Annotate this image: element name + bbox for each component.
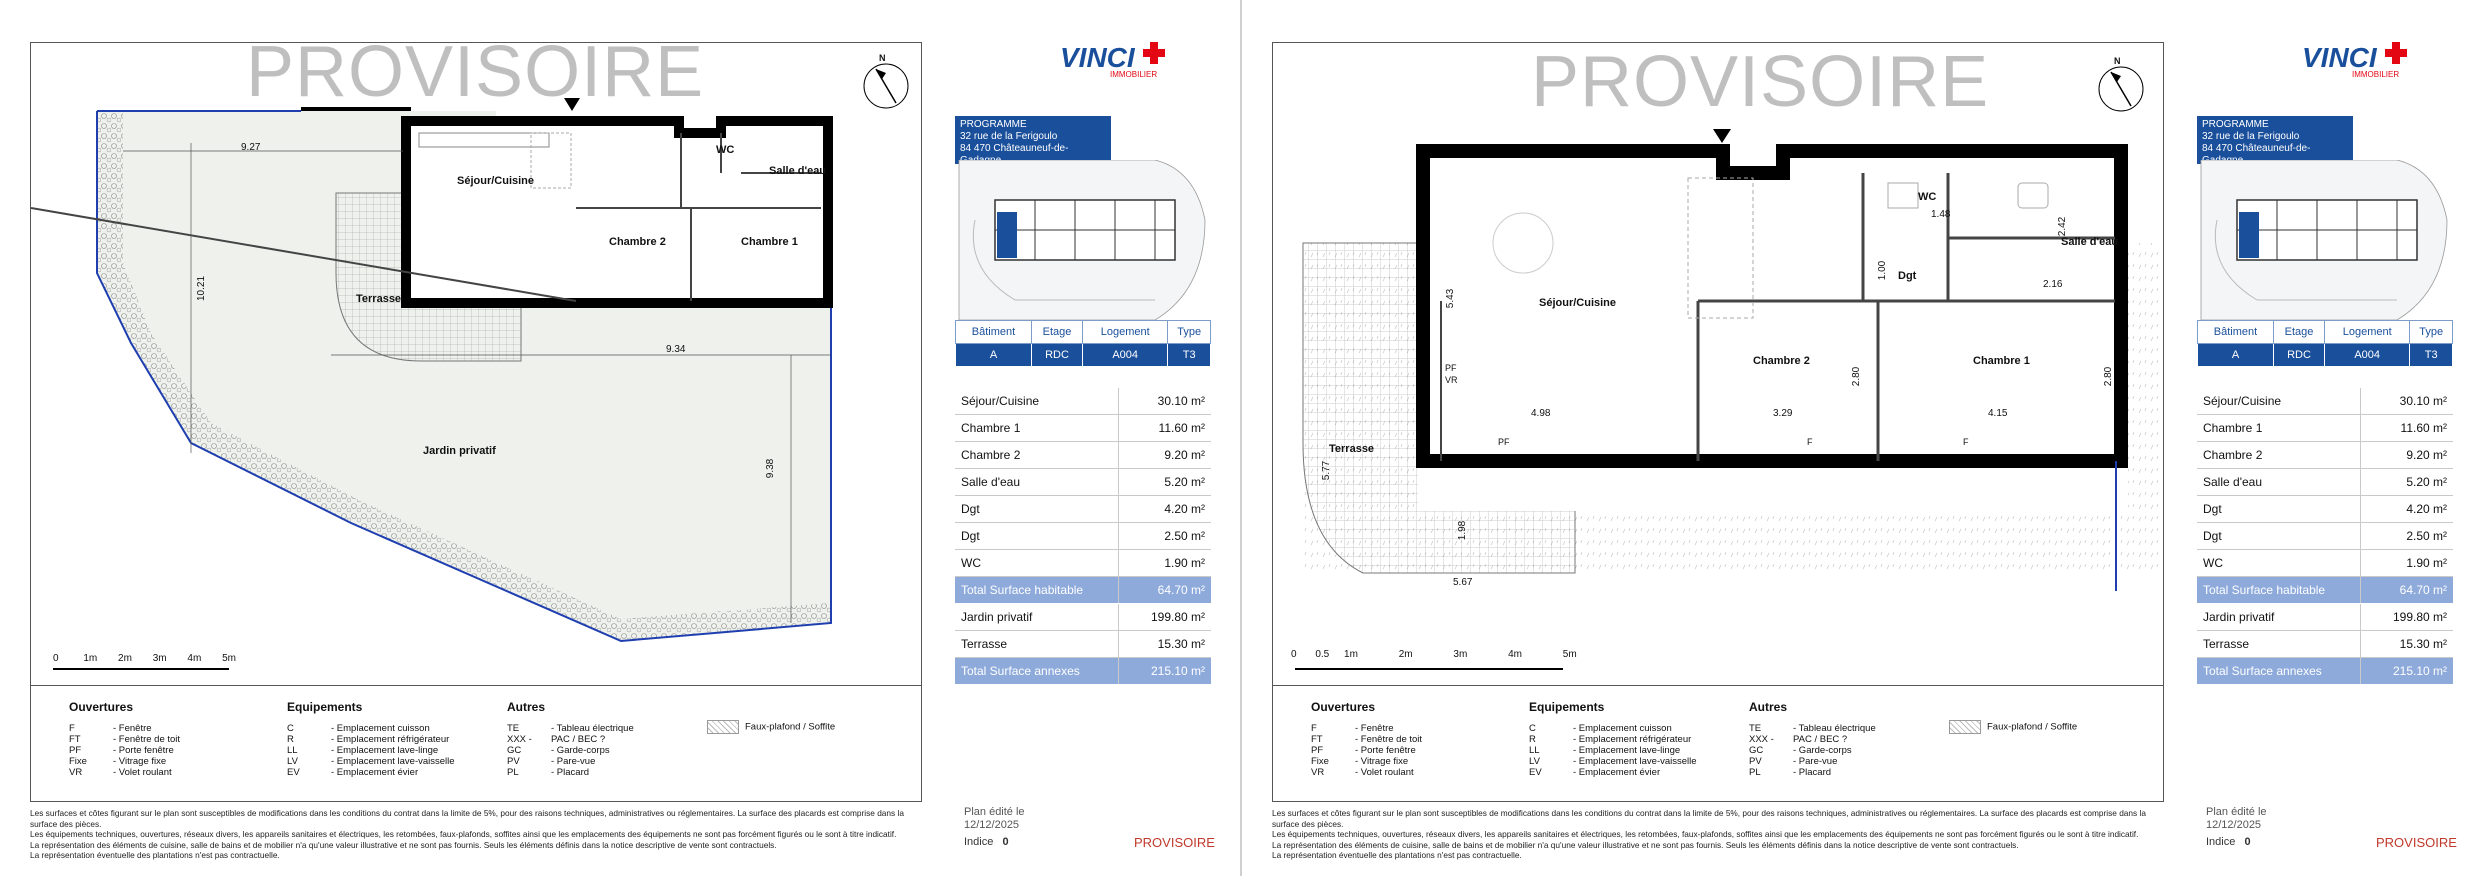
compass-north-label: N [879,53,886,63]
table-row: Salle d'eau 5.20 m² [955,469,1211,496]
scale-tick: 3m [1453,649,1468,660]
programme-title: PROGRAMME [960,119,1027,130]
dimension-label: 2.80 [1851,366,1863,387]
dimension-label: 2.42 [2057,216,2069,237]
legend-ouvertures: Ouvertures F - Fenêtre FT - Fenêtre de toit PF - Porte fenêtre Fixe - Vitrage fixe VR - Volet roulant [69,700,181,778]
legend-title: Ouvertures [69,700,134,714]
value-type: T3 [1168,344,1211,367]
dimension-label: 5.67 [1453,577,1473,588]
value-logement: A004 [1082,344,1167,367]
plan-edited: Plan édité le 12/12/2025 [964,806,1025,831]
table-row: Chambre 1 11.60 m² [2197,415,2453,442]
legend-title: Equipements [287,700,363,714]
room-label-chambre-1: Chambre 1 [1973,355,2030,367]
legend-equipements: Equipements C - Emplacement cuisson R - Emplacement réfrigérateur LL - Emplacement lave-linge LV - Emplacement lave-vaisselle EV - Emplacement évier [1529,700,1697,778]
plan-sheet-detail [1242,0,2482,876]
table-row: Dgt 4.20 m² [955,496,1211,523]
legend-faux-plafond: Faux-plafond / Soffite [707,720,835,734]
header-etage: Etage [1032,321,1083,344]
dimension-label: 1.00 [1877,260,1889,281]
brand-sub: IMMOBILIER [1110,70,1158,79]
plan-edited: Plan édité le 12/12/2025 [2206,806,2267,831]
programme-title: PROGRAMME [2202,119,2269,130]
lot-table [955,320,1211,367]
table-row: Chambre 1 11.60 m² [955,415,1211,442]
garden-plan-drawing [31,43,923,687]
legend-title: Autres [507,700,546,714]
table-row: Jardin privatif 199.80 m² [2197,604,2453,631]
dimension-label: 9.34 [666,344,686,355]
plan-frame [30,32,922,686]
total-annexes-row: Total Surface annexes 215.10 m² [2197,658,2453,685]
disclaimer: Les surfaces et côtes figurant sur le plan sont susceptibles de modifications dans les conditions du contrat dans la limite de 5%, pour des raisons techniques, administratives ou réglementaires. La surface des placards est comprise dans la surface des pièces. Les équipements techniques, ouvertures, réseaux divers, les appareils sanitaires et électriques, les retombées, faux-plafonds, soffites ainsi que les emplacements des équipements ne sont pas forcément figurés ou le sont à titre indicatif. La représentation des éléments de cuisine, salle de bains et de mobilier n'a qu'une valeur illustrative et ne sont pas fournis. Seuls les éléments définis dans la notice descriptive de vente sont contractuels. La représentation éventuelle des plantations n'est pas contractuelle. [1272,808,2146,860]
room-label-sejour: Séjour/Cuisine [1539,297,1617,309]
room-label-wc: WC [716,144,735,156]
room-label-dgt: Dgt [1898,270,1917,282]
value-batiment: A [956,344,1032,367]
room-label-terrasse: Terrasse [1329,443,1375,455]
table-row: WC 1.90 m² [955,550,1211,577]
plan-sheet-global [0,0,1240,876]
dimension-label: 2.16 [2043,279,2063,290]
legend-ouvertures: Ouvertures F - Fenêtre FT - Fenêtre de toit PF - Porte fenêtre Fixe - Vitrage fixe VR - Volet roulant [1311,700,1423,778]
site-map [2197,160,2453,320]
entry-arrow [1713,129,1731,143]
vinci-logo [2302,42,2452,82]
surface-table [955,388,1211,685]
site-map [955,160,1211,320]
room-label-salle-eau: Salle d'eau [769,165,827,177]
room-label-chambre-2: Chambre 2 [1753,355,1810,367]
plan-frame [1272,42,2164,686]
legend-faux-plafond: Faux-plafond / Soffite [1949,720,2077,734]
table-row: Chambre 2 9.20 m² [955,442,1211,469]
table-row: Salle d'eau 5.20 m² [2197,469,2453,496]
value-type: T3 [2410,344,2453,367]
room-label-wc: WC [1918,191,1937,203]
room-label-terrasse: Terrasse [356,293,402,305]
lot-highlight [2239,212,2259,258]
legend-autres: Autres TE - Tableau électrique XXX - PAC / BEC ? GC - Garde-corps PV - Pare-vue PL - Placard [1749,700,1876,778]
legend-autres: Autres TE - Tableau électrique XXX - PAC / BEC ? GC - Garde-corps PV - Pare-vue PL - Placard [507,700,634,778]
hatch-swatch [1949,720,1981,734]
programme-box [2197,116,2353,164]
table-row: Jardin privatif 199.80 m² [955,604,1211,631]
legend-equipements: Equipements C - Emplacement cuisson R - Emplacement réfrigérateur LL - Emplacement lave-linge LV - Emplacement lave-vaisselle EV - Emplacement évier [287,700,455,778]
programme-address: 32 rue de la Ferigoulo [2202,131,2300,142]
scale-tick: 2m [118,653,132,664]
scale-tick: 0 [1291,649,1297,660]
dimension-label: 1.98 [1457,520,1469,541]
indice: Indice 0 [964,836,1009,848]
apartment-plan-drawing [1273,43,2165,687]
programme-address: 32 rue de la Ferigoulo [960,131,1058,142]
brand-name: VINCI [1060,42,1135,73]
value-etage: RDC [2274,344,2325,367]
legend-title: Equipements [1529,700,1605,714]
scale-tick: 2m [1398,649,1413,660]
header-batiment: Bâtiment [2198,321,2274,344]
scale-tick: 0.5 [1315,649,1330,660]
provisoire-stamp: PROVISOIRE [2376,835,2457,850]
table-row: Terrasse 15.30 m² [955,631,1211,658]
table-row: WC 1.90 m² [2197,550,2453,577]
scale-tick: 3m [152,653,167,664]
opening-label: PF [1445,363,1457,373]
opening-label: F [1963,437,1969,447]
scale-tick: 0 [53,653,59,664]
table-row: Séjour/Cuisine 30.10 m² [2197,388,2453,415]
total-habitable-row: Total Surface habitable 64.70 m² [955,577,1211,604]
brand-sub: IMMOBILIER [2352,70,2400,79]
dimension-label: 5.43 [1445,288,1457,309]
scale-tick: 4m [187,653,202,664]
opening-label: F [1807,437,1813,447]
dimension-label: 9.38 [765,458,777,479]
dimension-label: 4.15 [1988,408,2008,419]
scale-tick: 5m [222,653,236,664]
lot-highlight [997,212,1017,258]
scale-tick: 4m [1508,649,1522,660]
brand-name: VINCI [2302,42,2377,73]
dimension-label: 10.21 [196,275,208,302]
scale-bar [1291,649,1577,660]
table-row: Dgt 2.50 m² [955,523,1211,550]
watermark-provisoire: PROVISOIRE [246,32,705,112]
header-logement: Logement [1082,321,1167,344]
header-etage: Etage [2274,321,2325,344]
scale-tick: 5m [1562,649,1577,660]
total-habitable-row: Total Surface habitable 64.70 m² [2197,577,2453,604]
value-etage: RDC [1032,344,1083,367]
table-row: Chambre 2 9.20 m² [2197,442,2453,469]
provisoire-stamp: PROVISOIRE [1134,835,1215,850]
opening-label: PF [1498,437,1510,447]
disclaimer: Les surfaces et côtes figurant sur le plan sont susceptibles de modifications dans les conditions du contrat dans la limite de 5%, pour des raisons techniques, administratives ou réglementaires. La surface des placards est comprise dans la surface des pièces. Les équipements techniques, ouvertures, réseaux divers, les appareils sanitaires et électriques, les retombées, faux-plafonds, soffites ainsi que les emplacements des équipements ne sont pas forcément figurés ou le sont à titre indicatif. La représentation des éléments de cuisine, salle de bains et de mobilier n'a qu'une valeur illustrative et ne sont pas fournis. Seuls les éléments définis dans la notice descriptive de vente sont contractuels. La représentation éventuelle des plantations n'est pas contractuelle. [30,808,904,860]
legend-title: Ouvertures [1311,700,1376,714]
value-batiment: A [2198,344,2274,367]
watermark-provisoire: PROVISOIRE [1531,42,1990,122]
scale-bar [53,653,236,664]
dimension-label: 5.77 [1321,460,1333,481]
room-label-chambre-2: Chambre 2 [609,236,666,248]
scale-tick: 1m [83,653,98,664]
header-batiment: Bâtiment [956,321,1032,344]
dimension-label: 4.98 [1531,408,1551,419]
header-logement: Logement [2324,321,2409,344]
room-label-chambre-1: Chambre 1 [741,236,798,248]
dimension-label: 3.29 [1773,408,1793,419]
surface-table [2197,388,2453,685]
table-row: Dgt 4.20 m² [2197,496,2453,523]
header-type: Type [1168,321,1211,344]
programme-city: 84 470 Châteauneuf-de- [960,143,1069,154]
lot-table [2197,320,2453,367]
value-logement: A004 [2324,344,2409,367]
table-row: Séjour/Cuisine 30.10 m² [955,388,1211,415]
total-annexes-row: Total Surface annexes 215.10 m² [955,658,1211,685]
compass-north-label: N [2114,56,2121,66]
header-type: Type [2410,321,2453,344]
dimension-label: 1.48 [1931,209,1951,220]
legend [30,686,922,802]
room-label-salle-eau: Salle d'eau [2061,236,2119,248]
table-row: Terrasse 15.30 m² [2197,631,2453,658]
room-label-sejour: Séjour/Cuisine [457,175,535,187]
programme-box [955,116,1111,164]
opening-label: VR [1445,375,1458,385]
dimension-label: 2.80 [2103,366,2115,387]
table-row: Dgt 2.50 m² [2197,523,2453,550]
scale-tick: 1m [1344,649,1358,660]
indice: Indice 0 [2206,836,2251,848]
hatch-swatch [707,720,739,734]
legend [1272,686,2164,802]
dimension-label: 9.27 [241,142,261,153]
legend-title: Autres [1749,700,1788,714]
room-label-jardin: Jardin privatif [423,445,496,457]
programme-city: 84 470 Châteauneuf-de- [2202,143,2311,154]
vinci-logo [1060,42,1210,82]
